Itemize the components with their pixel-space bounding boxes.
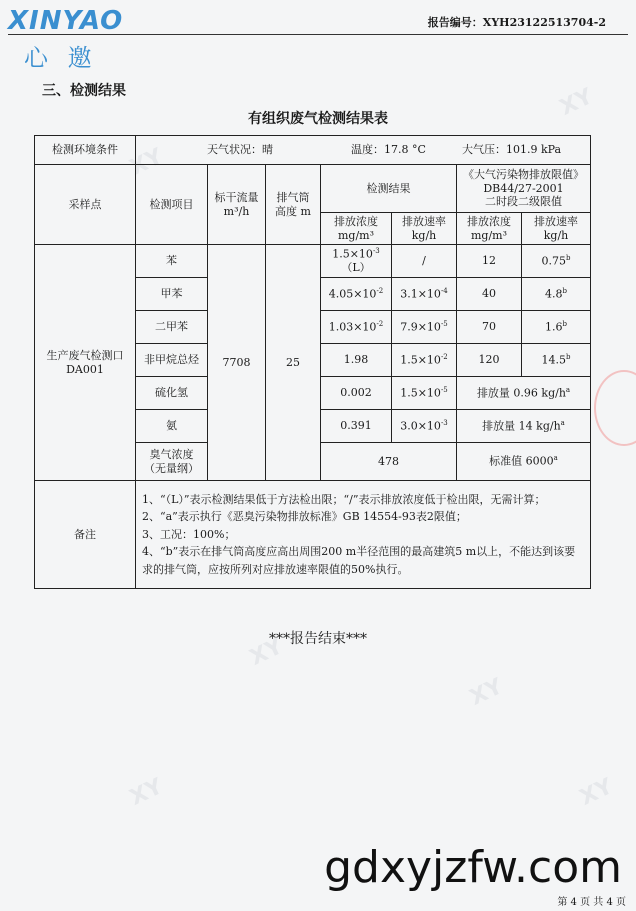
conc-base: 4.05×10 [328, 287, 377, 301]
conc-exp: -3 [372, 246, 380, 255]
limit-sup: a [560, 418, 565, 427]
background-watermark: XY [126, 144, 167, 181]
background-watermark: XY [246, 634, 287, 671]
rate-exp: -5 [440, 319, 448, 328]
limit-sup: a [553, 454, 558, 463]
limit-rate [522, 311, 591, 344]
rate-base: 3.0×10 [400, 419, 441, 433]
env-label: 检测环境条件 [35, 136, 136, 165]
report-end-mark: ***报告结束*** [269, 631, 367, 647]
site-watermark: gdxyjzfw.com [324, 842, 622, 893]
rate-base: 1.5×10 [400, 353, 441, 367]
odor-unit: （无量纲） [144, 461, 199, 475]
remarks-content [136, 481, 591, 589]
sampling-point [35, 245, 136, 481]
limit-rate-sup: b [566, 253, 571, 262]
rate-unit: kg/h [411, 228, 437, 242]
rate-label: 排放速率 [402, 214, 446, 228]
rate-value [392, 377, 457, 410]
conc-value: 0.002 [321, 377, 392, 410]
item: 甲苯 [136, 278, 208, 311]
limit-rate-sup: b [562, 286, 568, 295]
header-lim-rate [522, 213, 591, 245]
env-row [35, 136, 591, 165]
item: 硫化氢 [136, 377, 208, 410]
lim-rate-label: 排放速率 [534, 214, 579, 228]
lim-rate-unit: kg/h [543, 228, 569, 242]
header-flow [208, 165, 266, 245]
header-stack [266, 165, 321, 245]
conc-value [321, 311, 392, 344]
conc-base: 1.5×10 [332, 247, 373, 261]
limit-rate-sup: b [566, 352, 571, 361]
rate-exp: -2 [440, 352, 448, 361]
header-rate [392, 213, 457, 245]
rate-value [392, 278, 457, 311]
conc-exp: -2 [376, 319, 384, 328]
conc-suffix: （L） [341, 261, 371, 275]
remark-line: 3、工况：100%； [142, 527, 236, 541]
stack-label: 排气筒 [276, 190, 310, 204]
stack-value: 25 [266, 245, 321, 481]
background-watermark: XY [126, 774, 167, 811]
conc-value [321, 278, 392, 311]
limit-conc: 70 [457, 311, 522, 344]
limit-rate-base: 1.6 [545, 320, 563, 334]
rate-exp: -3 [440, 418, 448, 427]
flow-label: 标干流量 [214, 190, 259, 204]
header-divider [8, 34, 628, 35]
pressure: 大气压：101.9 kPa [461, 143, 562, 157]
company-logo-en: XINYAO [8, 6, 124, 36]
conc-value: 0.391 [321, 410, 392, 443]
limit-text: 排放量 0.96 kg/h [476, 386, 566, 400]
limit-rate-base: 4.8 [545, 287, 563, 301]
limit-text: 标准值 6000 [489, 454, 554, 468]
stack-unit: 高度 m [275, 204, 311, 218]
limit-rate-base: 14.5 [541, 353, 567, 367]
odor-item: 臭气浓度 [149, 447, 194, 461]
item: 苯 [136, 245, 208, 278]
red-seal-stamp [594, 370, 636, 446]
temperature: 温度：17.8 °C [351, 143, 426, 157]
rate-base: 7.9×10 [400, 320, 441, 334]
limit-rate-sup: b [562, 319, 568, 328]
results-table [34, 135, 591, 589]
item: 非甲烷总烃 [136, 344, 208, 377]
limit-rate [522, 278, 591, 311]
sampling-point-code: DA001 [66, 362, 104, 376]
section-title: 三、检测结果 [42, 83, 126, 99]
header-item: 检测项目 [136, 165, 208, 245]
conc-label: 排放浓度 [334, 214, 378, 228]
env-conditions [136, 136, 591, 165]
header-lim-conc [457, 213, 522, 245]
item: 氨 [136, 410, 208, 443]
sampling-point-name: 生产废气检测口 [46, 348, 124, 362]
rate-exp: -5 [440, 385, 448, 394]
rate-exp: -4 [440, 286, 448, 295]
background-watermark: XY [466, 674, 507, 711]
remarks-row [35, 481, 591, 589]
header-conc [321, 213, 392, 245]
flow-unit: m³/h [223, 204, 250, 218]
limit-rate-base: 0.75 [541, 254, 567, 268]
lim-conc-unit: mg/m³ [470, 228, 508, 242]
conc-value [321, 245, 392, 278]
rate-base: 1.5×10 [400, 386, 441, 400]
limit-conc: 12 [457, 245, 522, 278]
item [136, 443, 208, 481]
limit-standard: DB44/27-2001 [483, 181, 564, 195]
item: 二甲苯 [136, 311, 208, 344]
remarks-label: 备注 [35, 481, 136, 589]
limit-title: 《大气污染物排放限值》 [463, 167, 585, 181]
table-title: 有组织废气检测结果表 [248, 111, 388, 127]
limit-sup: a [565, 385, 571, 394]
limit-value [457, 443, 591, 481]
header-row-1 [35, 165, 591, 213]
background-watermark: XY [556, 84, 597, 121]
limit-period: 二时段二级限值 [485, 195, 563, 209]
page-number: 第 4 页 共 4 页 [557, 897, 626, 908]
conc-exp: -2 [376, 286, 384, 295]
remark-line: 4、“b”表示在排气筒高度应高出周围200 m半径范围的最高建筑5 m以上，不能达到该要求的排气筒，应按所列对应排放速率限值的50%执行。 [142, 545, 576, 576]
flow-value: 7708 [208, 245, 266, 481]
rate-value [392, 311, 457, 344]
report-number: 报告编号：XYH23122513704-2 [427, 16, 606, 29]
background-watermark: XY [576, 774, 617, 811]
limit-conc: 40 [457, 278, 522, 311]
conc-base: 1.03×10 [328, 320, 377, 334]
limit-rate [522, 245, 591, 278]
rate-base: 3.1×10 [400, 287, 441, 301]
lim-conc-label: 排放浓度 [467, 214, 511, 228]
header-result: 检测结果 [321, 165, 457, 213]
header-limit [457, 165, 591, 213]
conc-value: 1.98 [321, 344, 392, 377]
conc-unit: mg/m³ [337, 228, 375, 242]
header-sampling-point: 采样点 [35, 165, 136, 245]
remark-line: 2、“a”表示执行《恶臭污染物排放标准》GB 14554-93表2限值； [142, 510, 467, 524]
weather: 天气状况：晴 [206, 143, 273, 157]
limit-conc: 120 [457, 344, 522, 377]
limit-value [457, 410, 591, 443]
rate-value [392, 344, 457, 377]
limit-rate [522, 344, 591, 377]
odor-value: 478 [321, 443, 457, 481]
rate-value: / [392, 245, 457, 278]
rate-value [392, 410, 457, 443]
company-logo-cn: 心 邀 [24, 44, 98, 72]
remark-line: 1、“（L）”表示检测结果低于方法检出限；“/”表示排放浓度低于检出限，无需计算； [142, 492, 546, 506]
limit-value [457, 377, 591, 410]
table-row [35, 245, 591, 278]
limit-text: 排放量 14 kg/h [482, 419, 561, 433]
